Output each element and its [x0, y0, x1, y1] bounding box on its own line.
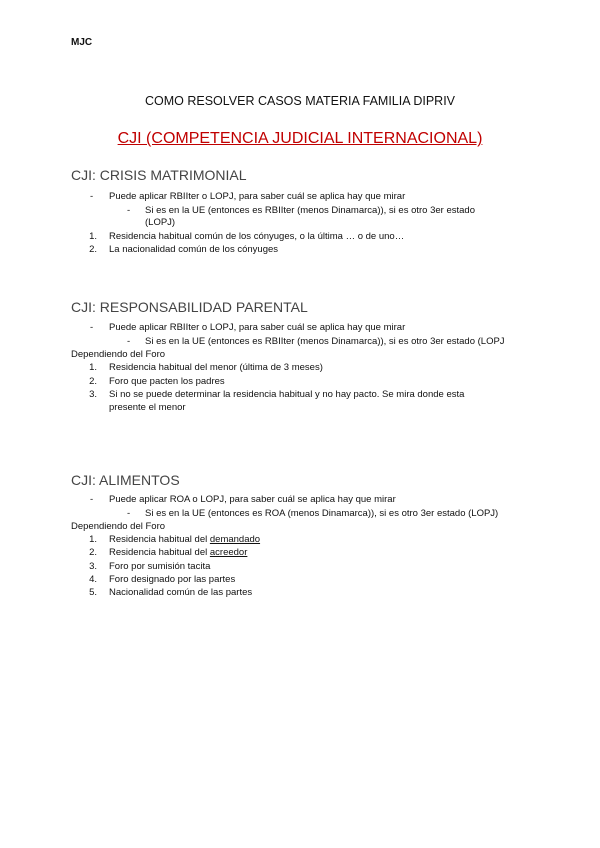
depending-label: Dependiendo del Foro	[71, 521, 166, 532]
list-item: Residencia habitual del menor (última de 3 meses)	[109, 362, 323, 373]
dash-marker: -	[127, 508, 131, 519]
list-number: 3.	[89, 561, 97, 572]
list-item-text: Nacionalidad común de las partes	[109, 587, 253, 598]
list-item-text: Residencia habitual del	[109, 534, 210, 545]
section-heading-crisis-matrimonial: CJI: CRISIS MATRIMONIAL	[71, 167, 247, 183]
dash-marker: -	[127, 205, 131, 216]
list-item	[109, 587, 252, 598]
section-heading-alimentos: CJI: ALIMENTOS	[71, 472, 180, 488]
dash-marker: -	[127, 336, 131, 347]
list-number: 1.	[89, 362, 97, 373]
list-item	[109, 547, 247, 558]
list-item	[109, 534, 260, 545]
depending-label: Dependiendo del Foro	[71, 349, 166, 360]
list-item-text: Foro por sumisión tacita	[109, 561, 211, 572]
list-item: La nacionalidad común de los cónyuges	[109, 244, 279, 255]
list-item-text: Foro designado por las partes	[109, 574, 236, 585]
list-item: Residencia habitual común de los cónyuges, o la última … o de uno…	[109, 231, 405, 242]
list-number: 2.	[89, 244, 97, 255]
dash-marker: -	[90, 191, 94, 202]
list-number: 4.	[89, 574, 97, 585]
list-number: 1.	[89, 231, 97, 242]
list-item-text: Residencia habitual del	[109, 547, 210, 558]
list-number: 2.	[89, 376, 97, 387]
list-item	[109, 561, 210, 572]
sub-bullet-text: Si es en la UE (entonces es RBIIter (menos Dinamarca)), si es otro 3er estado (LOPJ	[145, 336, 505, 347]
list-number: 3.	[89, 389, 97, 400]
underlined-term: acreedor	[209, 547, 248, 558]
document-subtitle: CJI (COMPETENCIA JUDICIAL INTERNACIONAL)	[117, 130, 483, 147]
underlined-term: demandado	[209, 534, 261, 545]
list-item	[109, 574, 235, 585]
list-item-continued: presente el menor	[109, 402, 186, 413]
list-item: Si no se puede determinar la residencia habitual y no hay pacto. Se mira donde esta	[109, 389, 465, 400]
list-number: 5.	[89, 587, 97, 598]
list-number: 2.	[89, 547, 97, 558]
list-number: 1.	[89, 534, 97, 545]
document-title: COMO RESOLVER CASOS MATERIA FAMILIA DIPRIV	[144, 94, 456, 108]
author-initials: MJC	[71, 37, 93, 48]
sub-bullet-text: Si es en la UE (entonces es ROA (menos Dinamarca)), si es otro 3er estado (LOPJ)	[145, 508, 499, 519]
dash-marker: -	[90, 494, 94, 505]
sub-bullet-text: Si es en la UE (entonces es RBIIter (menos Dinamarca)), si es otro 3er estado	[145, 205, 475, 216]
list-item: Foro que pacten los padres	[109, 376, 225, 387]
bullet-text: Puede aplicar RBIIter o LOPJ, para saber cuál se aplica hay que mirar	[109, 322, 406, 333]
bullet-text: Puede aplicar RBIIter o LOPJ, para saber cuál se aplica hay que mirar	[109, 191, 406, 202]
bullet-text: Puede aplicar ROA o LOPJ, para saber cuál se aplica hay que mirar	[109, 494, 396, 505]
sub-bullet-text-continued: (LOPJ)	[145, 217, 176, 228]
dash-marker: -	[90, 322, 94, 333]
section-heading-responsabilidad-parental: CJI: RESPONSABILIDAD PARENTAL	[71, 299, 308, 315]
